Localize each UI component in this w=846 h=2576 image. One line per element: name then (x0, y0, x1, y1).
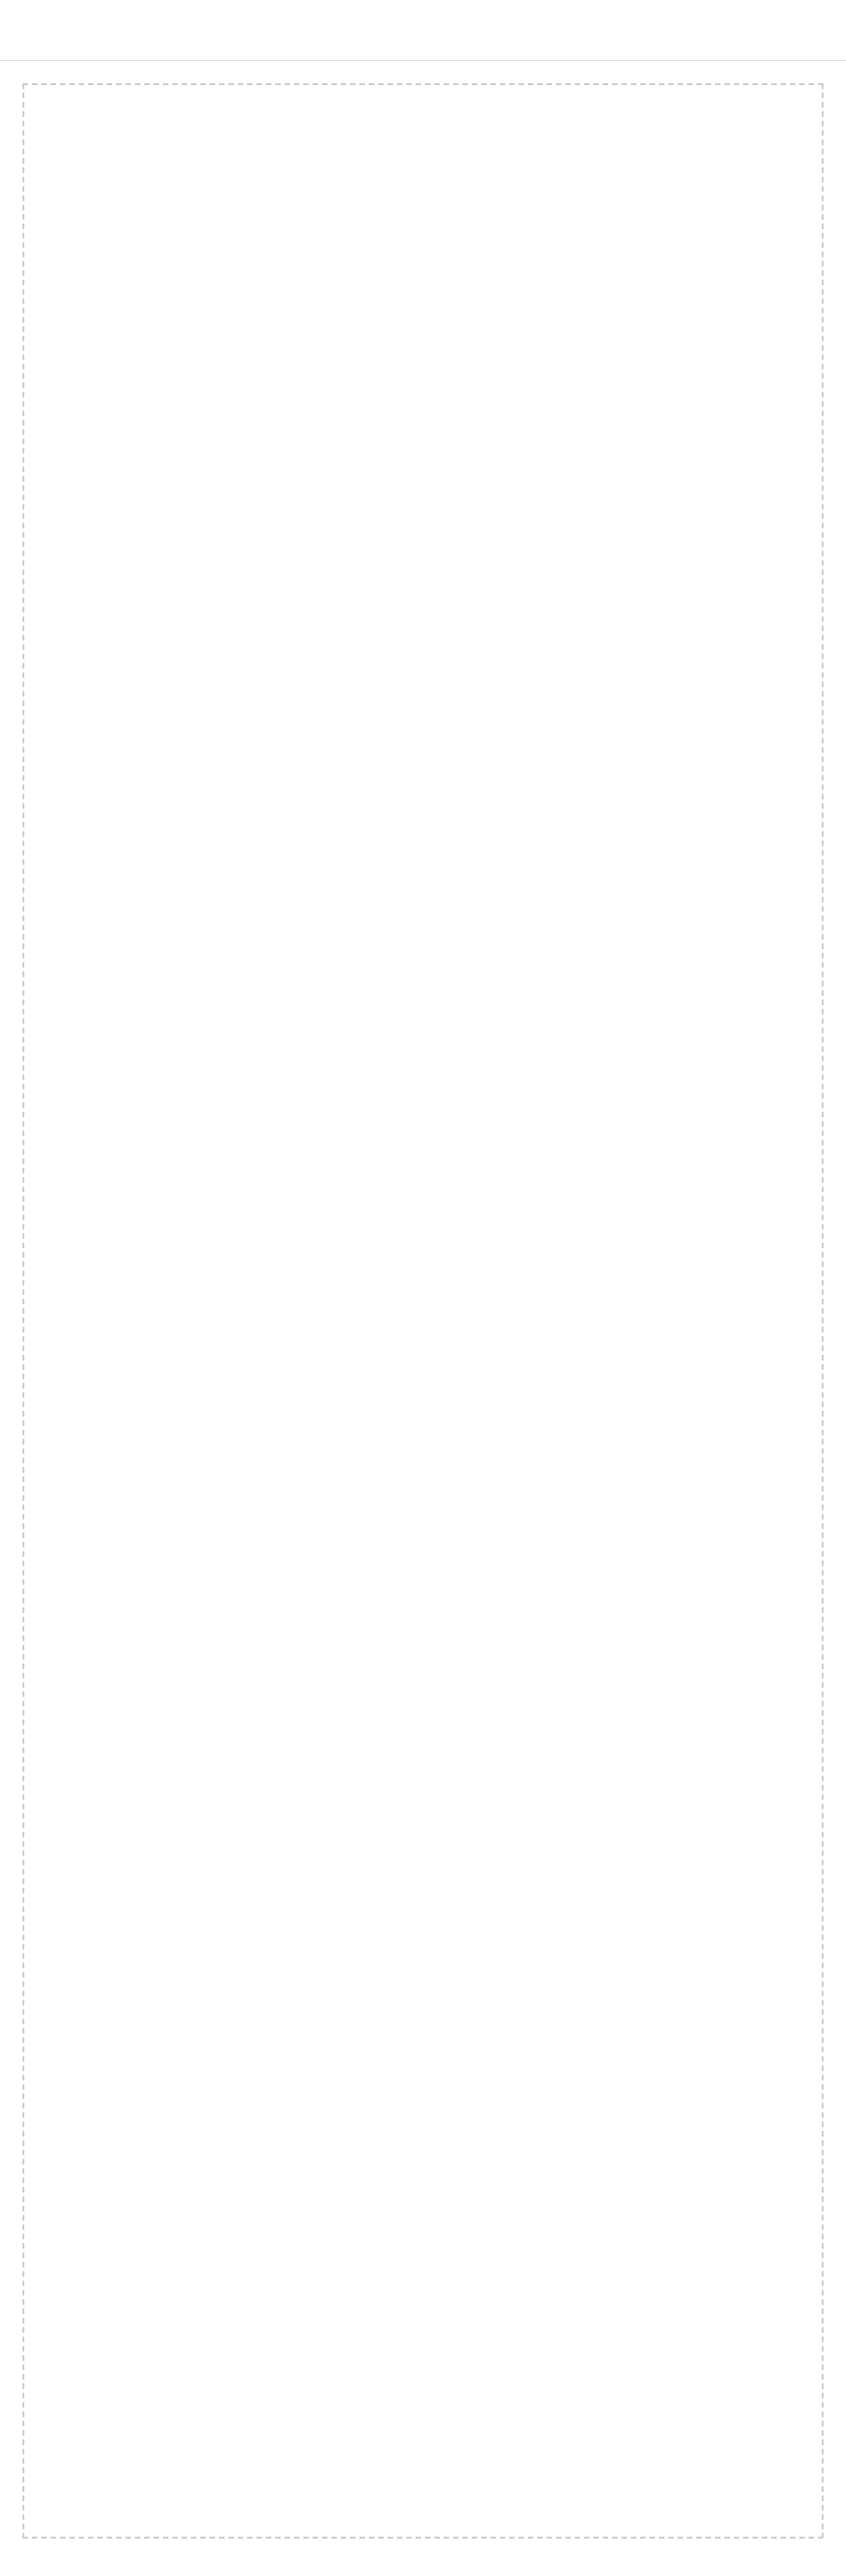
page-header (0, 0, 846, 61)
page-footer (0, 2561, 846, 2576)
content-placeholder (22, 83, 824, 2539)
